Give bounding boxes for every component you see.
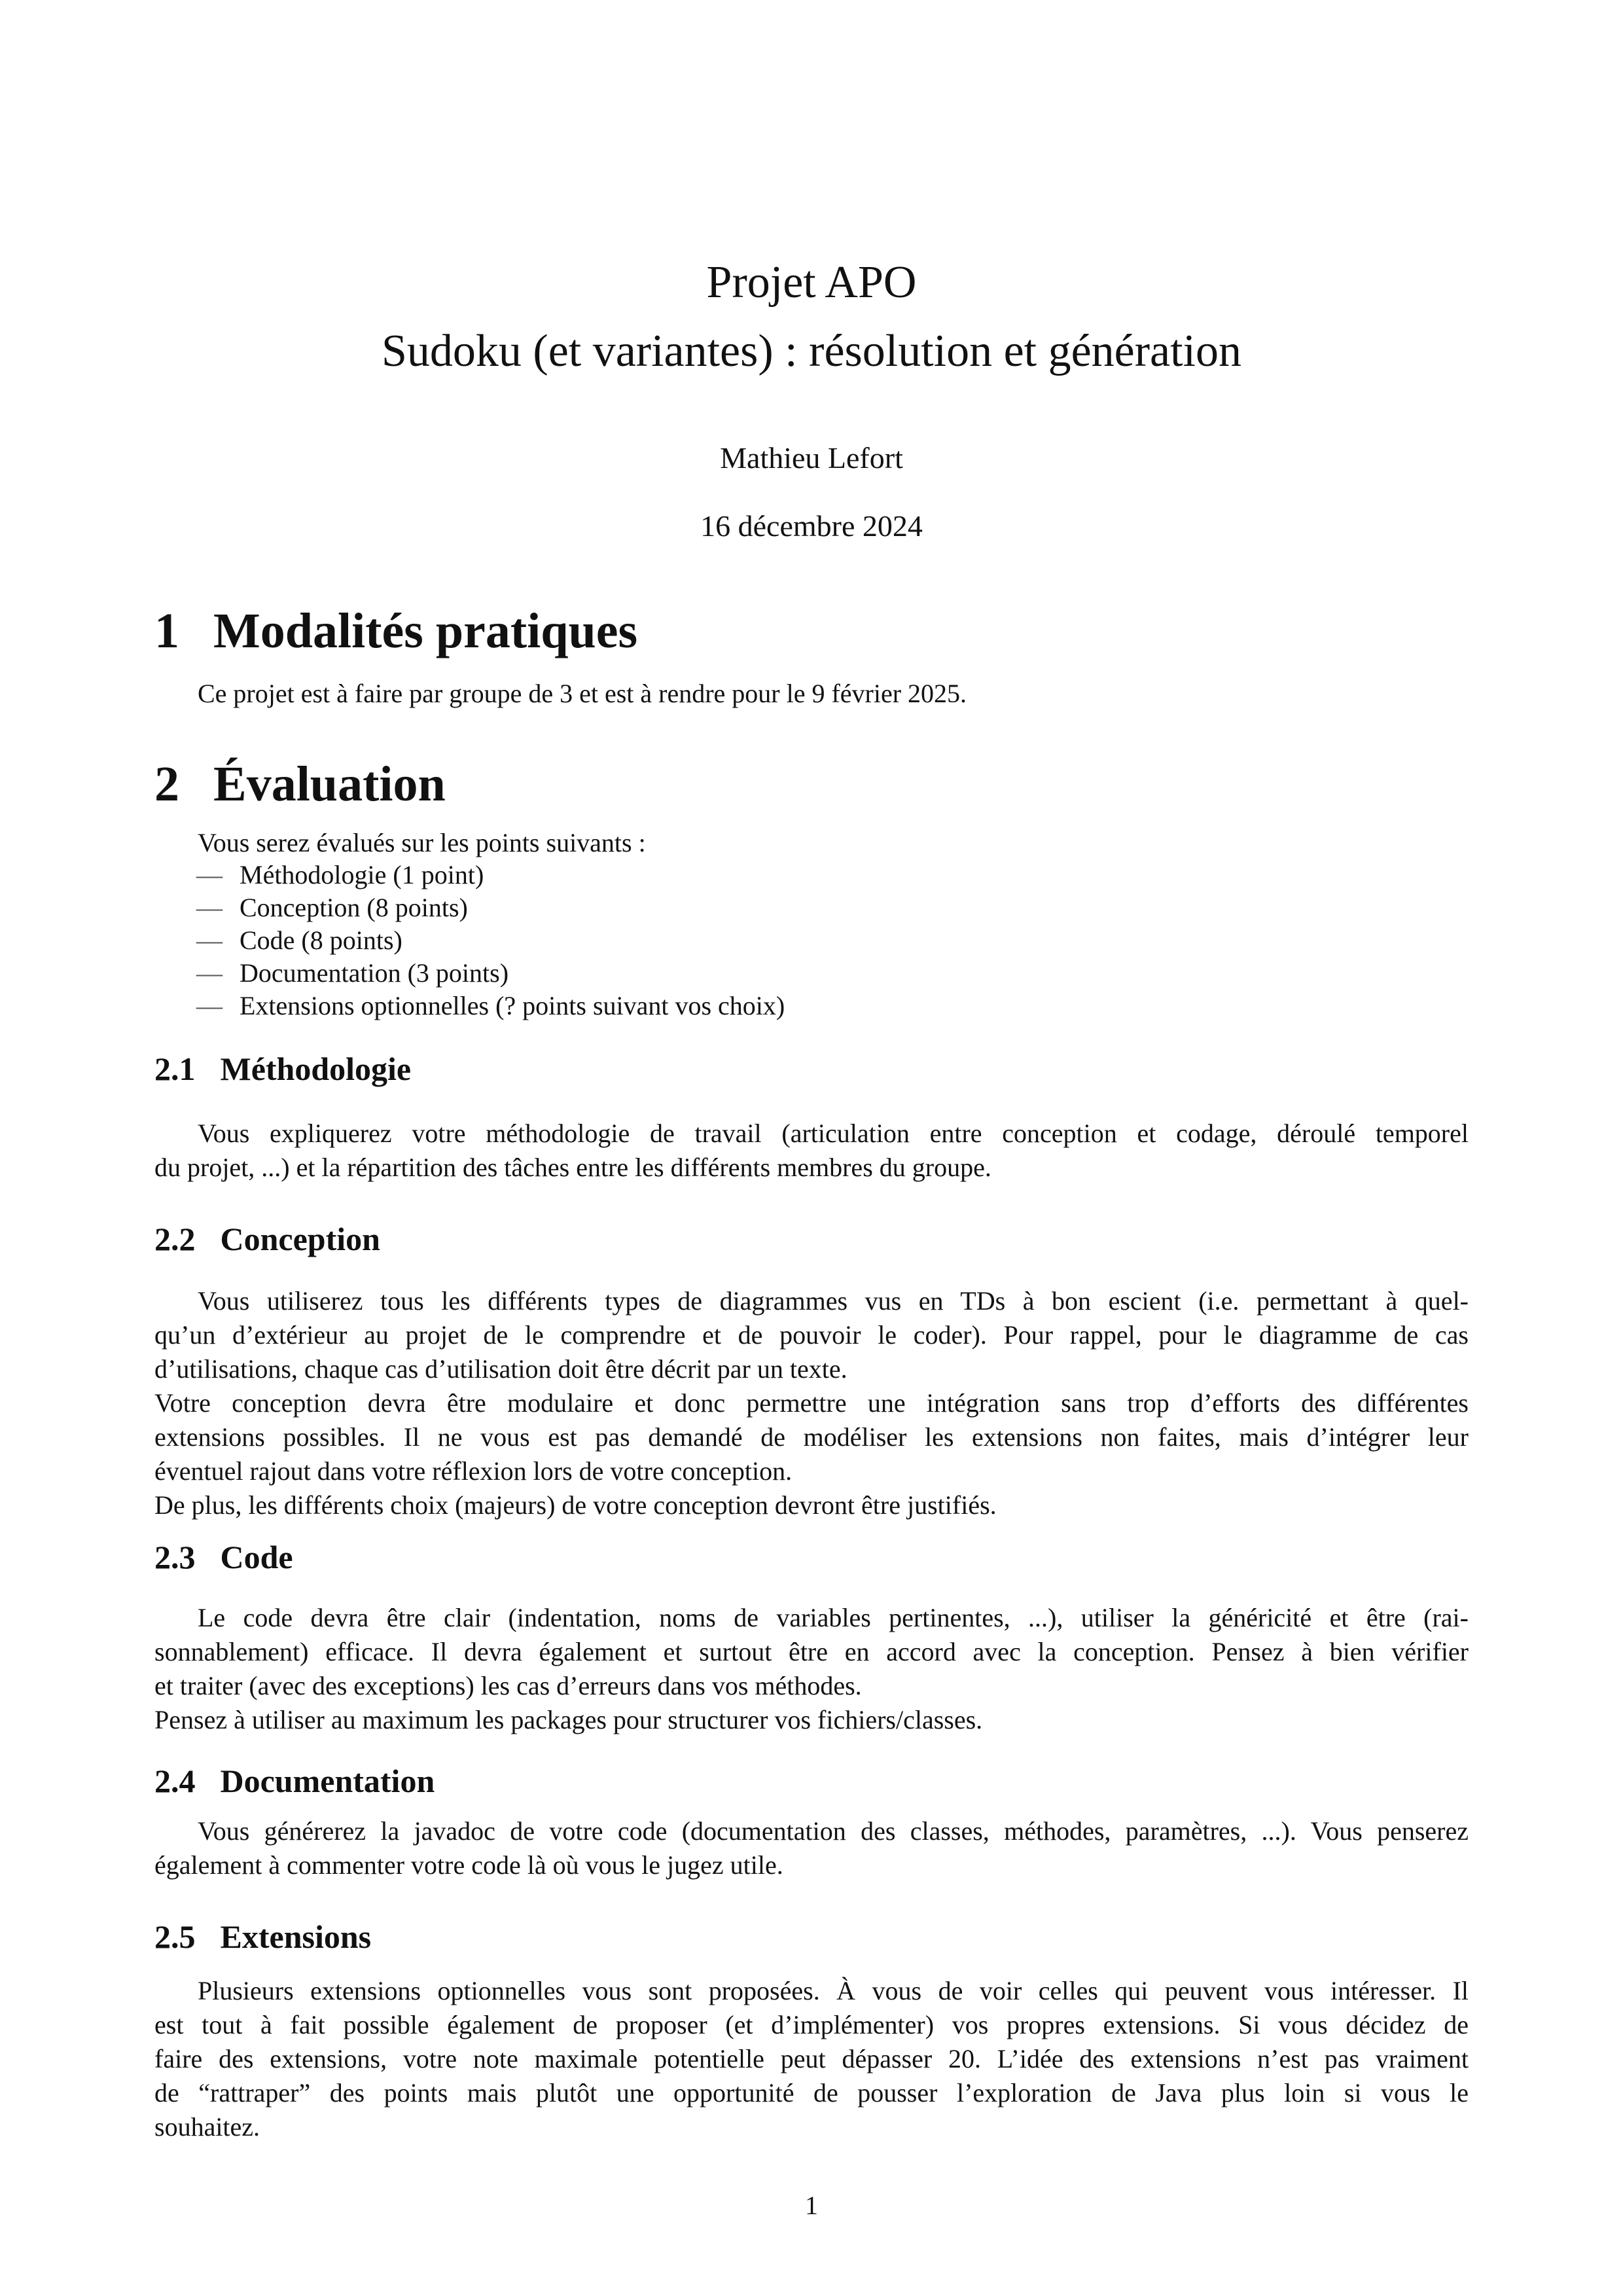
list-item-label: Conception (8 points)	[240, 893, 468, 922]
list-item	[154, 891, 1469, 924]
section-2-2-number: 2.2	[154, 1221, 196, 1257]
paragraph-line: Plusieurs extensions optionnelles vous sont proposées. À vous de voir celles qui peuvent vous intéresser. Il	[198, 1976, 1469, 2005]
evaluation-intro: Vous serez évalués sur les points suivants :	[198, 828, 646, 857]
dash-bullet: —	[196, 925, 223, 955]
paragraph-line: Ce projet est à faire par groupe de 3 et est à rendre pour le 9 février 2025.	[198, 679, 967, 708]
paragraph-line: De plus, les différents choix (majeurs) de votre conception devront être justifiés.	[154, 1490, 997, 1520]
section-2-1-heading	[154, 1052, 1469, 1085]
section-2-title: Évaluation	[213, 757, 446, 812]
section-2-5-title: Extensions	[220, 1918, 372, 1955]
document-title-line1: Projet APO	[706, 257, 917, 308]
section-2-4-heading	[154, 1765, 1469, 1797]
dash-bullet: —	[196, 893, 223, 922]
list-item-label: Méthodologie (1 point)	[240, 860, 484, 889]
section-2-1-title: Méthodologie	[220, 1050, 412, 1087]
section-2-2-paragraph	[154, 1284, 1469, 1522]
list-item	[154, 859, 1469, 891]
dash-bullet: —	[196, 991, 223, 1020]
paragraph-line: Vous utiliserez tous les différents types de diagrammes vus en TDs à bon escient (i.e. permettant à quel-	[198, 1286, 1469, 1316]
paragraph-line: extensions possibles. Il ne vous est pas demandé de modéliser les extensions non faites, mais d’intégrer leur	[154, 1422, 1469, 1452]
section-2-4-paragraph	[154, 1814, 1469, 1882]
section-2-heading	[154, 757, 1469, 812]
date: 16 décembre 2024	[700, 509, 923, 543]
section-2-1-paragraph	[154, 1117, 1469, 1185]
paragraph-line: Vous expliquerez votre méthodologie de travail (articulation entre conception et codage, déroulé temporel	[198, 1119, 1469, 1148]
section-2-2-title: Conception	[220, 1221, 380, 1257]
section-1-paragraph	[154, 677, 1469, 711]
paragraph-line: Votre conception devra être modulaire et donc permettre une intégration sans trop d’efforts des différentes	[154, 1388, 1469, 1418]
section-2-number: 2	[154, 757, 179, 812]
dash-bullet: —	[196, 958, 223, 988]
document-title-line2: Sudoku (et variantes) : résolution et génération	[381, 326, 1242, 376]
section-2-3-number: 2.3	[154, 1539, 196, 1575]
list-item-label: Code (8 points)	[240, 925, 402, 955]
list-item-label: Documentation (3 points)	[240, 958, 509, 988]
section-2-3-heading	[154, 1541, 1469, 1573]
section-2-5-paragraph	[154, 1974, 1469, 2144]
section-2-3-paragraph	[154, 1601, 1469, 1737]
section-2-5-number: 2.5	[154, 1918, 196, 1955]
list-item-label: Extensions optionnelles (? points suivant vos choix)	[240, 991, 785, 1020]
list-item	[154, 924, 1469, 957]
section-1-number: 1	[154, 603, 179, 658]
paragraph-line: qu’un d’extérieur au projet de le comprendre et de pouvoir le coder). Pour rappel, pour le diagramme de cas	[154, 1320, 1469, 1350]
paragraph-line: éventuel rajout dans votre réflexion lors de votre conception.	[154, 1456, 793, 1486]
paragraph-line: est tout à fait possible également de proposer (et d’implémenter) vos propres extensions. Si vous décidez de	[154, 2010, 1469, 2039]
paragraph-line: de “rattraper” des points mais plutôt une opportunité de pousser l’exploration de Java plus loin si vous le	[154, 2078, 1469, 2108]
section-2-2-heading	[154, 1223, 1469, 1255]
evaluation-list	[154, 859, 1469, 1022]
paragraph-line: sonnablement) efficace. Il devra également et surtout être en accord avec la conception. Pensez à bien vérifier	[154, 1637, 1469, 1666]
list-item	[154, 957, 1469, 990]
paragraph-line: Le code devra être clair (indentation, noms de variables pertinentes, ...), utiliser la généricité et être (rai-	[198, 1603, 1469, 1632]
section-1-heading	[154, 603, 1469, 658]
paragraph-line: d’utilisations, chaque cas d’utilisation doit être décrit par un texte.	[154, 1354, 847, 1384]
paragraph-line: faire des extensions, votre note maximale potentielle peut dépasser 20. L’idée des extensions n’est pas vraiment	[154, 2044, 1469, 2073]
section-2-3-title: Code	[220, 1539, 293, 1575]
section-2-5-heading	[154, 1920, 1469, 1953]
dash-bullet: —	[196, 860, 223, 889]
author: Mathieu Lefort	[720, 441, 903, 475]
section-2-4-title: Documentation	[220, 1763, 435, 1799]
paragraph-line: du projet, ...) et la répartition des tâches entre les différents membres du groupe.	[154, 1153, 991, 1182]
section-1-title: Modalités pratiques	[213, 603, 638, 658]
paragraph-line: également à commenter votre code là où vous le jugez utile.	[154, 1850, 783, 1880]
page-number: 1	[805, 2191, 818, 2220]
section-2-4-number: 2.4	[154, 1763, 196, 1799]
list-item	[154, 990, 1469, 1022]
section-2-1-number: 2.1	[154, 1050, 196, 1087]
paragraph-line: et traiter (avec des exceptions) les cas d’erreurs dans vos méthodes.	[154, 1671, 862, 1700]
paragraph-line: souhaitez.	[154, 2112, 260, 2142]
paragraph-line: Vous générerez la javadoc de votre code (documentation des classes, méthodes, paramètres, ...). Vous penserez	[198, 1816, 1469, 1846]
paragraph-line: Pensez à utiliser au maximum les packages pour structurer vos fichiers/classes.	[154, 1705, 983, 1734]
